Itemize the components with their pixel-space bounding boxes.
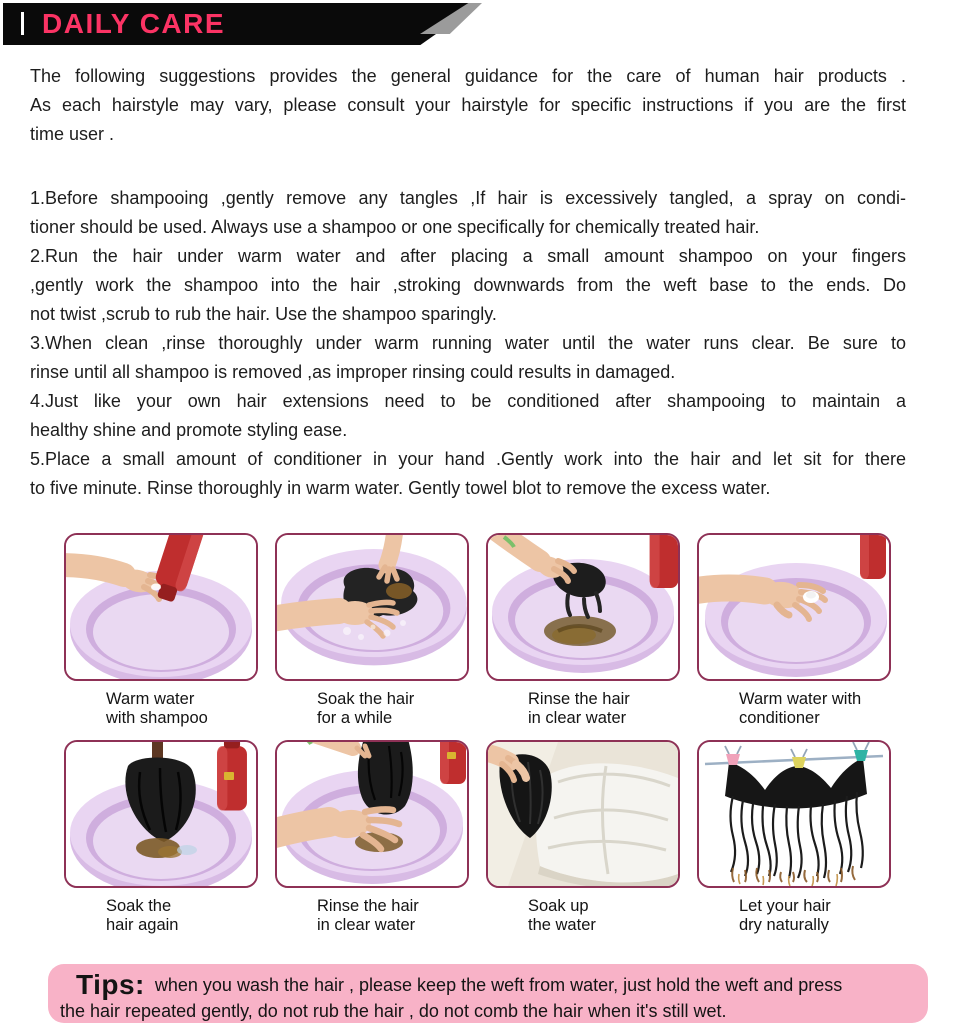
bottle-shape: [860, 535, 886, 579]
arm-shape: [277, 822, 329, 834]
photo-cell-warm-water-with-shampoo: [64, 533, 258, 728]
arm-shape: [699, 588, 765, 591]
arm-shape: [387, 535, 395, 565]
photo-row-1: [64, 533, 891, 728]
photo-warm-water-conditioner: [697, 533, 891, 681]
tips-box: [48, 964, 928, 1023]
tips-line-1: [60, 969, 918, 999]
header-banner: [0, 0, 960, 48]
bottle-shape: [440, 742, 466, 784]
tips-text-2: the hair repeated gently, do not rub the hair , do not comb the hair when it's still wet.: [60, 1001, 727, 1021]
arm-shape: [66, 565, 124, 575]
illustration-rinse-hair: [488, 535, 678, 679]
photo-dry-naturally: [697, 740, 891, 888]
tips-label: Tips:: [76, 969, 145, 1000]
photo-caption: Soak up the water: [528, 897, 596, 934]
photo-caption: Soak the hair for a while: [317, 690, 415, 727]
illustration-soak-hair: [277, 535, 467, 679]
photo-caption: Rinse the hair in clear water: [528, 690, 630, 727]
intro-paragraph: [30, 62, 906, 149]
illustration-dry-naturally: [699, 742, 889, 886]
photo-warm-water-with-shampoo: [64, 533, 258, 681]
banner-white-tick-decoration: [21, 12, 24, 35]
intro-line: The following suggestions provides the general guidance for the care of human hair products .: [30, 66, 906, 86]
step-line: 4.Just like your own hair extensions need to be conditioned after shampooing to maintain a: [30, 391, 906, 411]
photo-caption: Let your hair dry naturally: [739, 897, 831, 934]
photo-cell-dry-naturally: [697, 740, 891, 935]
step-line: 2.Run the hair under warm water and after placing a small amount shampoo on your fingers: [30, 246, 906, 266]
illustration-conditioner: [699, 535, 889, 679]
page-title: DAILY CARE: [42, 8, 226, 39]
step-line: 5.Place a small amount of conditioner in your hand .Gently work into the hair and let sit for there: [30, 449, 906, 469]
photo-soak-the-hair: [275, 533, 469, 681]
step-line: tioner should be used. Always use a shampoo or one specifically for chemically treated hair.: [30, 217, 760, 237]
photo-cell-warm-water-conditioner: [697, 533, 891, 728]
photo-caption: Warm water with conditioner: [739, 690, 862, 727]
photo-cell-soak-the-hair: [275, 533, 469, 728]
step-line: rinse until all shampoo is removed ,as improper rinsing could results in damaged.: [30, 362, 676, 382]
photo-towel-blot: [486, 740, 680, 888]
photo-caption: Warm water with shampoo: [106, 690, 208, 727]
photo-soak-hair-again: [64, 740, 258, 888]
care-steps-list: [30, 184, 906, 503]
illustration-rinse-again: [277, 742, 467, 886]
photo-cell-soak-hair-again: [64, 740, 258, 935]
photo-caption: Rinse the hair in clear water: [317, 897, 419, 934]
photo-cell-rinse-the-hair: [486, 533, 680, 728]
intro-line: As each hairstyle may vary, please consult your hairstyle for specific instructions if you are the first: [30, 95, 906, 115]
arm-shape: [277, 611, 339, 619]
step-line: not twist ,scrub to rub the hair. Use the shampoo sparingly.: [30, 304, 497, 324]
photo-cell-rinse-again: [275, 740, 469, 935]
illustration-towel: [488, 742, 678, 886]
step-line: to five minute. Rinse thoroughly in warm water. Gently towel blot to remove the excess water.: [30, 478, 771, 498]
bottle-shape: [650, 535, 678, 588]
photo-caption: Soak the hair again: [106, 897, 179, 934]
step-line: 3.When clean ,rinse thoroughly under warm running water until the water runs clear. Be sure to: [30, 333, 906, 353]
step-line: ,gently work the shampoo into the hair ,stroking downwards from the weft base to the ends. Do: [30, 275, 906, 295]
illustration-soak-again: [66, 742, 256, 886]
step-line: 1.Before shampooing ,gently remove any tangles ,If hair is excessively tangled, a spray on condi-: [30, 188, 906, 208]
intro-line: time user .: [30, 124, 115, 144]
photo-rinse-the-hair: [486, 533, 680, 681]
photo-cell-towel-blot: [486, 740, 680, 935]
photo-row-2: [64, 740, 891, 935]
photo-rinse-again: [275, 740, 469, 888]
illustration-warm-water-shampoo: [66, 535, 256, 679]
tips-text-1: when you wash the hair , please keep the weft from water, just hold the weft and press: [154, 975, 843, 995]
step-line: healthy shine and promote styling ease.: [30, 420, 348, 440]
